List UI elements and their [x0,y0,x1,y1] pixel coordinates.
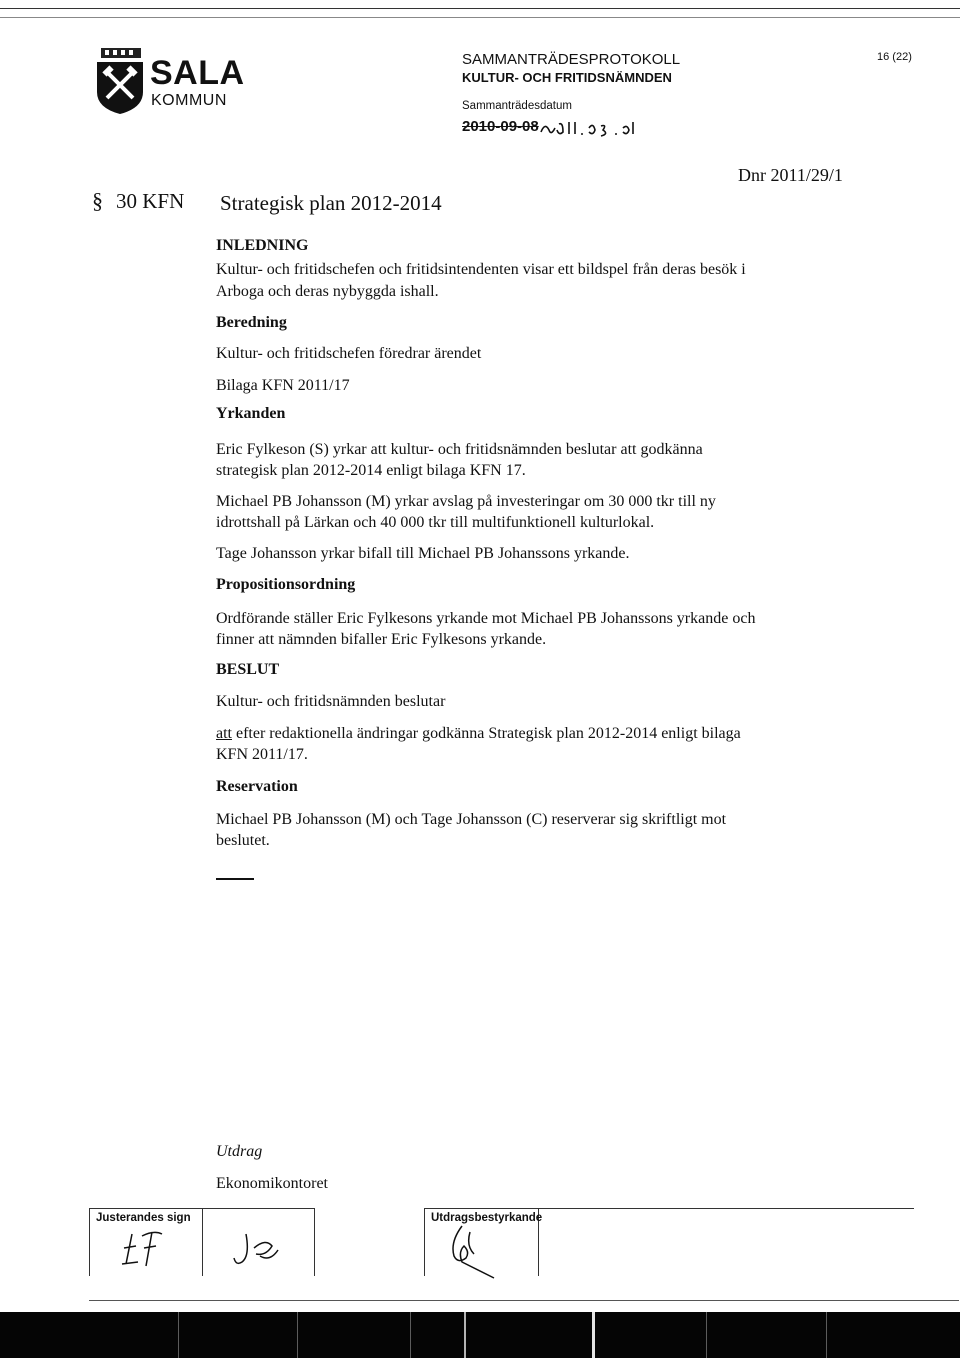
document-type: SAMMANTRÄDESPROTOKOLL [462,51,681,68]
municipal-crest-icon [95,48,145,114]
logo-subtitle: KOMMUN [151,92,227,109]
scan-gap [410,1312,411,1358]
inledning-line-2: Arboga och deras nybyggda ishall. [216,283,439,300]
footer-rule [89,1300,959,1301]
yrkande-1-line-1: Eric Fylkeson (S) yrkar att kultur- och fritidsnämnden beslutar att godkänna [216,441,703,458]
top-rule-2 [0,17,960,18]
signature-box-right [314,1208,315,1276]
signature-tj-icon [226,1226,286,1270]
scan-gap [592,1312,595,1358]
scan-gap [706,1312,707,1358]
beredning-text: Kultur- och fritidschefen föredrar ärendet [216,345,482,362]
reservation-line-2: beslutet. [216,832,270,849]
proposition-line-1: Ordförande ställer Eric Fylkesons yrkande mot Michael PB Johanssons yrkande och [216,610,756,627]
inledning-line-1: Kultur- och fritidschefen och fritidsintendenten visar ett bildspel från deras besök i [216,261,746,278]
reservation-line-1: Michael PB Johansson (M) och Tage Johansson (C) reserverar sig skriftligt mot [216,811,727,828]
inledning-heading: INLEDNING [216,237,309,254]
reservation-heading: Reservation [216,778,298,795]
beslut-heading: BESLUT [216,661,280,678]
page-number: 16 (22) [877,51,912,63]
scan-gap [464,1312,466,1358]
sign-label: Justerandes sign [96,1212,191,1224]
date-label: Sammanträdesdatum [462,100,572,112]
top-rule [0,8,960,9]
signature-ef-icon [118,1226,178,1270]
utdrag-certification-label: Utdragsbestyrkande [431,1212,543,1224]
paragraph-symbol: § [92,188,103,213]
recipient: Ekonomikontoret [216,1175,328,1192]
beslut-line-1-text: efter redaktionella ändringar godkänna Strategisk plan 2012-2014 enligt bilaga [236,725,741,742]
proposition-heading: Propositionsordning [216,576,356,593]
signature-box-divider [202,1208,203,1276]
signature-certifier-icon [440,1222,500,1282]
scan-gap [826,1312,827,1358]
beslut-line-1 [216,726,856,742]
logo-name: SALA [150,54,245,92]
scan-border [0,1312,960,1358]
proposition-line-2: finner att nämnden bifaller Eric Fylkesons yrkande. [216,631,547,648]
handwritten-date-icon [537,116,637,140]
diary-number: Dnr 2011/29/1 [738,165,843,185]
beredning-heading: Beredning [216,314,287,331]
end-dash [216,878,254,880]
beslut-att: att [216,725,232,742]
section-title: Strategisk plan 2012-2014 [220,191,442,215]
section-code: 30 KFN [116,189,185,213]
utdrag-box-top [424,1208,914,1209]
scan-gap [178,1312,179,1358]
beslut-intro: Kultur- och fritidsnämnden beslutar [216,693,446,710]
yrkanden-heading: Yrkanden [216,405,286,422]
date-struck: 2010-09-08 [462,118,539,135]
yrkande-2-line-1: Michael PB Johansson (M) yrkar avslag på investeringar om 30 000 tkr till ny [216,493,716,510]
utdrag-box-left [424,1208,425,1276]
yrkande-1-line-2: strategisk plan 2012-2014 enligt bilaga KFN 17. [216,462,526,479]
signature-box-left [89,1208,90,1276]
scan-gap [297,1312,298,1358]
utdrag-label: Utdrag [216,1143,263,1160]
yrkande-2-line-2: idrottshall på Lärkan och 40 000 tkr till multifunktionell kulturlokal. [216,514,655,531]
yrkande-3: Tage Johansson yrkar bifall till Michael PB Johanssons yrkande. [216,545,630,562]
bilaga-reference: Bilaga KFN 2011/17 [216,377,350,394]
beslut-line-2: KFN 2011/17. [216,746,308,763]
committee-name: KULTUR- OCH FRITIDSNÄMNDEN [462,70,672,85]
